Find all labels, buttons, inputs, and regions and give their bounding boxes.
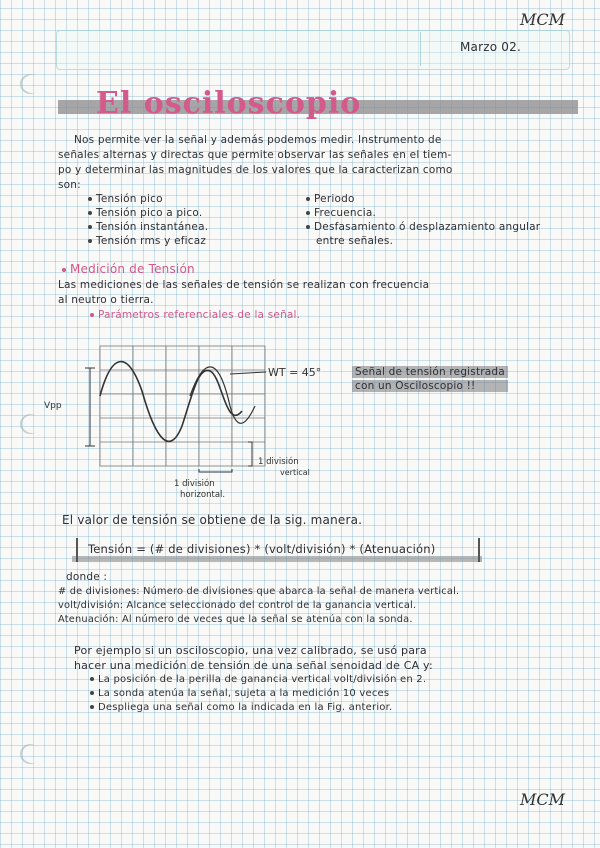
list-item: entre señales. [316,235,394,247]
intro-line: señales alternas y directas que permite observar las señales en el tiem- [58,149,452,161]
definition: Atenuación: Al número de veces que la señal se atenúa con la sonda. [58,614,413,625]
footer-signature: MCM [520,790,566,809]
bullet-icon [88,211,92,215]
bullet-icon [306,197,310,201]
list-item: Tensión rms y eficaz [88,235,206,247]
header-date: Marzo 02. [460,40,521,54]
intro-line: Nos permite ver la señal y además podemos medir. Instrumento de [74,134,442,146]
header-signature: MCM [520,10,566,29]
hdiv-bracket [199,469,232,472]
list-item: Tensión pico [88,193,163,205]
section-text: Las mediciones de las señales de tensión se realizan con frecuencia [58,279,430,291]
list-item: Desfasamiento ó desplazamiento angular [306,221,540,233]
bullet-icon [62,268,66,272]
sine-wave [100,362,242,442]
bullet-icon [90,677,94,681]
bullet-icon [90,313,94,317]
bullet-icon [88,239,92,243]
list-item: La sonda atenúa la señal, sujeta a la medición 10 veces [90,688,389,699]
list-item: Frecuencia. [306,207,376,219]
screen-grid [100,346,265,466]
bullet-icon [306,225,310,229]
intro-line: po y determinar las magnitudes de los valores que la caracterizan como [58,164,453,176]
bullet-icon [90,691,94,695]
vdiv-label: 1 división [258,457,299,467]
definition: volt/división: Alcance seleccionado del control de la ganancia vertical. [58,600,417,611]
list-item: Despliega una señal como la indicada en la Fig. anterior. [90,702,392,713]
intro-line: son: [58,179,81,191]
header-divider [420,32,421,66]
section-text: al neutro o tierra. [58,294,154,306]
wt-label: WT = 45° [268,366,322,379]
bullet-icon [88,197,92,201]
wt-pointer [230,372,266,374]
vpp-label: Vpp [44,401,62,411]
list-item: Tensión pico a pico. [88,207,202,219]
vdiv-label: vertical [280,468,310,477]
oscilloscope-figure [44,336,550,506]
example-text: hacer una medición de tensión de una señal senoidad de CA y: [74,659,433,672]
bullet-icon [88,225,92,229]
section-heading: Medición de Tensión [62,262,195,276]
figure-caption: Señal de tensión registrada con un Osciloscopio !! [352,366,508,392]
hdiv-label: horizontal. [180,490,226,500]
page-title: El osciloscopio [96,86,362,121]
bullet-icon [306,211,310,215]
list-item: Tensión instantánea. [88,221,208,233]
hdiv-label: 1 división [174,479,215,489]
formula-intro: El valor de tensión se obtiene de la sig. manera. [62,513,363,527]
formula: Tensión = (# de divisiones) * (volt/división) * (Atenuación) [88,542,436,556]
list-item: Periodo [306,193,355,205]
list-item: La posición de la perilla de ganancia vertical volt/división en 2. [90,674,426,685]
definition: # de divisiones: Número de divisiones que abarca la señal de manera vertical. [58,586,460,597]
vdiv-bracket [248,442,252,466]
example-text: Por ejemplo si un osciloscopio, una vez calibrado, se usó para [74,644,427,657]
bullet-icon [90,705,94,709]
subheading: Parámetros referenciales de la señal. [90,309,300,321]
donde-label: donde : [66,571,108,583]
